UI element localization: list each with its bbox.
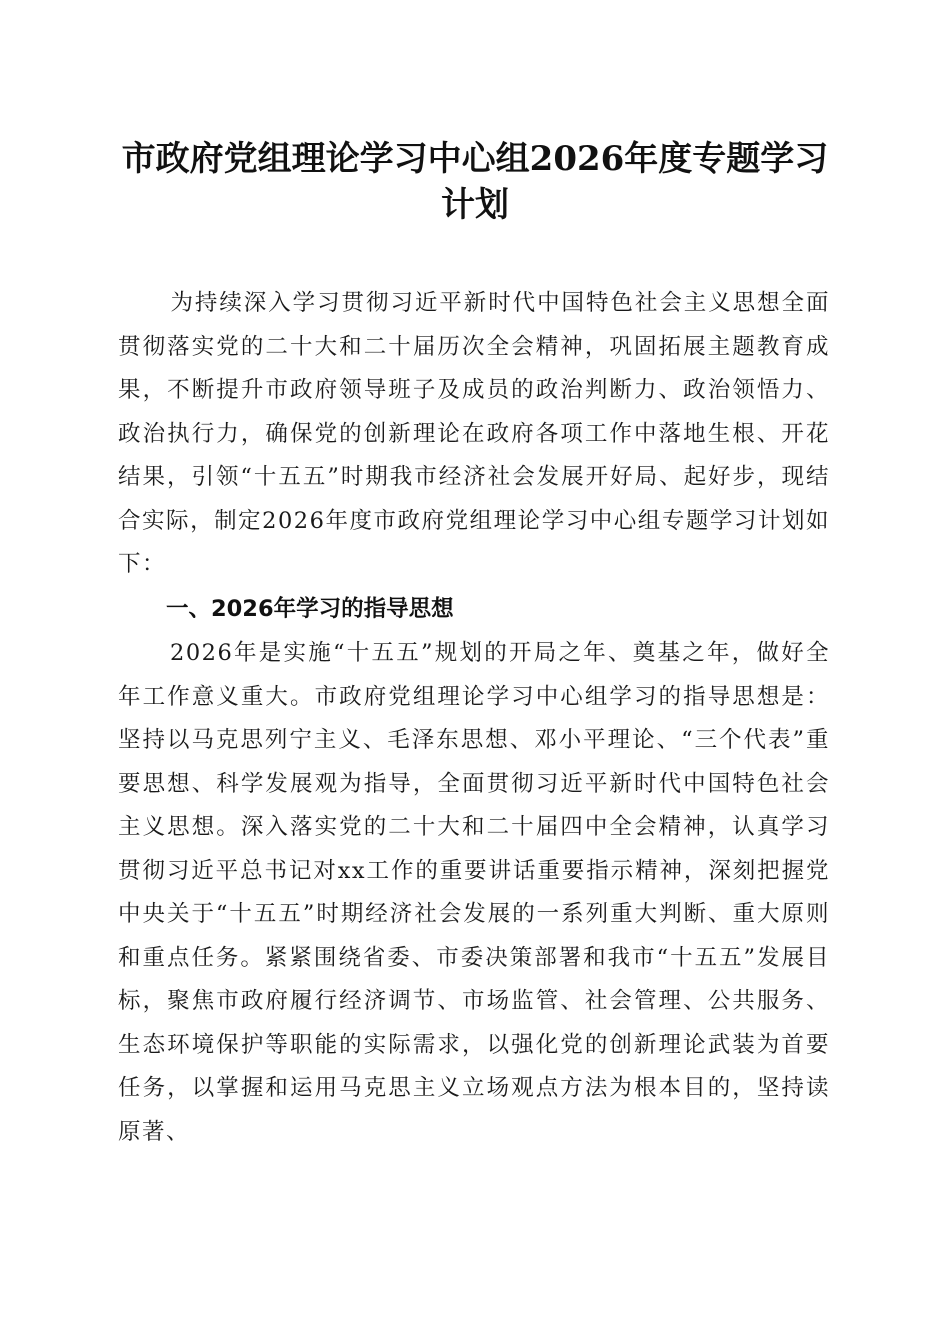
intro-paragraph-text: 为持续深入学习贯彻习近平新时代中国特色社会主义思想全面贯彻落实党的二十大和二十届历次全会精神，巩固拓展主题教育成果，不断提升市政府领导班子及成员的政治判断力、政治领悟力、政治执行力，确保党的创新理论在政府各项工作中落地生根、开花结果，引领“十五五”时期我市经济社会发展开好局、起好步，现结合实际，制定2026年度市政府党组理论学习中心组专题学习计划如下：	[118, 290, 830, 577]
intro-paragraph	[118, 282, 830, 587]
section-heading: 一、2026年学习的指导思想	[166, 596, 454, 622]
guiding-thought-paragraph	[118, 632, 830, 1154]
guiding-thought-paragraph-text: 2026年是实施“十五五”规划的开局之年、奠基之年，做好全年工作意义重大。市政府党组理论学习中心组学习的指导思想是：坚持以马克思列宁主义、毛泽东思想、邓小平理论、“三个代表”重要思想、科学发展观为指导，全面贯彻习近平新时代中国特色社会主义思想。深入落实党的二十大和二十届四中全会精神，认真学习贯彻习近平总书记对xx工作的重要讲话重要指示精神，深刻把握党中央关于“十五五”时期经济社会发展的一系列重大判断、重大原则和重点任务。紧紧围绕省委、市委决策部署和我市“十五五”发展目标，聚焦市政府履行经济调节、市场监管、社会管理、公共服务、生态环境保护等职能的实际需求，以强化党的创新理论武装为首要任务，以掌握和运用马克思主义立场观点方法为根本目的，坚持读原著、	[118, 640, 830, 1145]
document-title: 市政府党组理论学习中心组2026年度专题学习计划	[121, 139, 829, 225]
